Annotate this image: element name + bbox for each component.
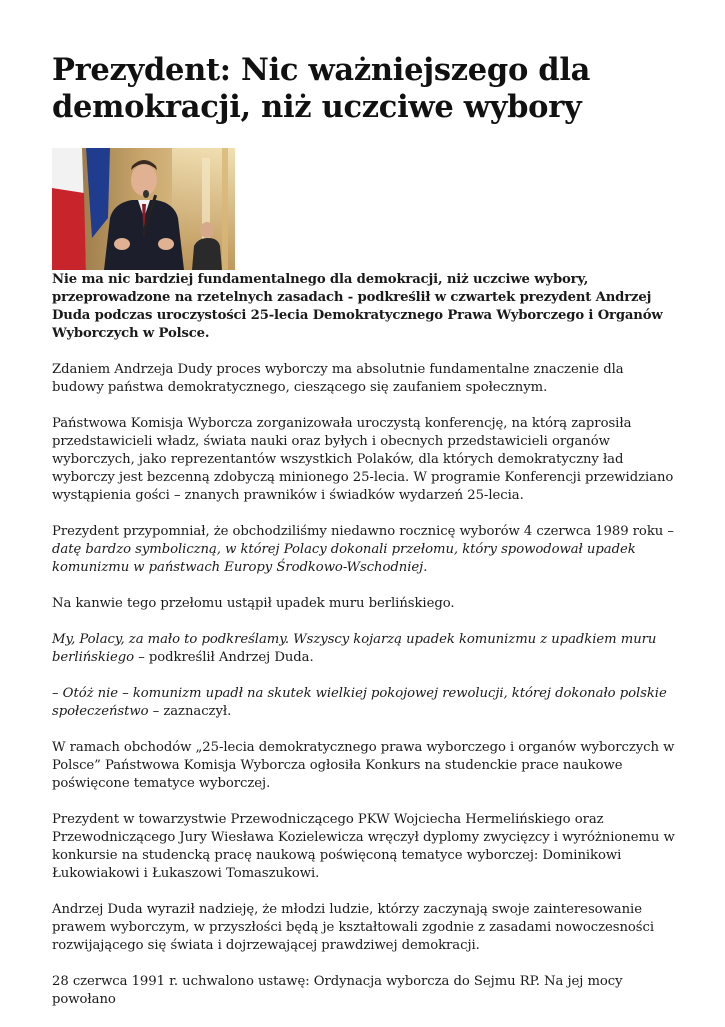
paragraph-6 [52, 685, 677, 721]
paragraph-5-text: – podkreślił Andrzej Duda. [134, 650, 314, 665]
paragraph-10: 28 czerwca 1991 r. uchwalono ustawę: Ordynacja wyborcza do Sejmu RP. Na jej mocy powołano [52, 974, 623, 1007]
paragraph-3 [52, 523, 677, 577]
paragraph-4: Na kanwie tego przełomu ustąpił upadek muru berlińskiego. [52, 596, 455, 611]
article-title: Prezydent: Nic ważniejszego dla demokracji, niż uczciwe wybory [52, 52, 591, 125]
paragraph-5 [52, 631, 677, 667]
paragraph-8: Prezydent w towarzystwie Przewodniczącego PKW Wojciecha Hermelińskiego oraz Przewodniczącego Jury Wiesława Kozielewicza wręczył dyplomy zwycięzcy i wyróżnionemu w konkursie na studencką pracę naukową poświęconą tematyce wyborczej: Dominikowi Łukowiakowi i Łukaszowi Tomaszukowi. [52, 812, 675, 881]
paragraph-5-quote: My, Polacy, za mało to podkreślamy. Wszyscy kojarzą upadek komunizmu z upadkiem muru berlińskiego [52, 632, 657, 665]
paragraph-1: Zdaniem Andrzeja Dudy proces wyborczy ma absolutnie fundamentalne znaczenie dla budowy państwa demokratycznego, cieszącego się zaufaniem społecznym. [52, 362, 624, 395]
paragraph-7: W ramach obchodów „25-lecia demokratycznego prawa wyborczego i organów wyborczych w Polsce” Państwowa Komisja Wyborcza ogłosiła Konkurs na studenckie prace naukowe poświęcone tematyce wyborczej. [52, 740, 675, 791]
article [52, 52, 677, 1027]
paragraph-6-quote: – Otóż nie – komunizm upadł na skutek wielkiej pokojowej rewolucji, której dokonało polskie społeczeństwo [52, 686, 667, 719]
paragraph-9: Andrzej Duda wyraził nadzieję, że młodzi ludzie, którzy zaczynają swoje zainteresowanie prawem wyborczym, w przyszłości będą je kształtowali zgodnie z zasadami nowoczesności rozwijającego się świata i dojrzewającej prawdziwej demokracji. [52, 902, 654, 953]
article-photo [52, 148, 235, 270]
paragraph-2: Państwowa Komisja Wyborcza zorganizowała uroczystą konferencję, na którą zaprosiła przedstawicieli władz, świata nauki oraz byłych i obecnych przedstawicieli organów wyborczych, jako reprezentantów wszystkich Polaków, dla których demokratyczny ład wyborczy jest bezcenną zdobyczą minionego 25-lecia. W programie Konferencji przewidziano wystąpienia gości – znanych prawników i świadków wydarzeń 25-lecia. [52, 416, 674, 503]
paragraph-6-text: – zaznaczył. [148, 704, 232, 719]
paragraph-3-text: Prezydent przypomniał, że obchodziliśmy niedawno rocznicę wyborów 4 czerwca 1989 roku – [52, 524, 674, 539]
paragraph-3-quote: datę bardzo symboliczną, w której Polacy dokonali przełomu, który spowodował upadek komunizmu w państwach Europy Środkowo-Wschodniej. [52, 542, 636, 575]
article-lead: Nie ma nic bardziej fundamentalnego dla demokracji, niż uczciwe wybory, przeprowadzone na rzetelnych zasadach - podkreślił w czwartek prezydent Andrzej Duda podczas uroczystości 25-lecia Demokratycznego Prawa Wyborczego i Organów Wyborczych w Polsce. [52, 272, 663, 341]
